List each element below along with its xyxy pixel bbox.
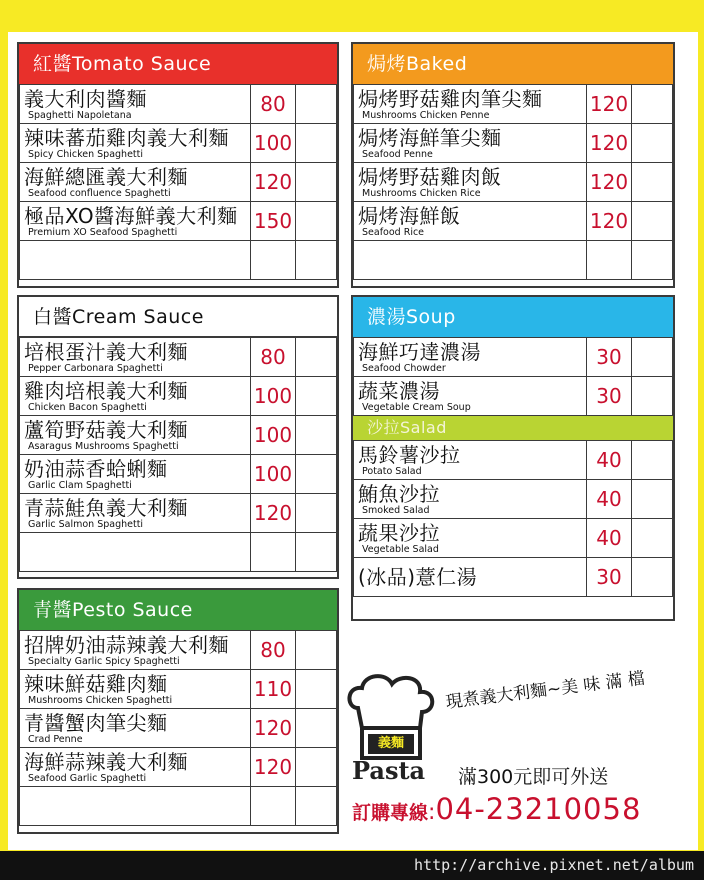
menu-row [354,124,673,163]
menu-item-en: Mushrooms Chicken Spaghetti [28,694,173,706]
section-cream-title: 白醬Cream Sauce [19,297,337,337]
menu-item-en: Vegetable Cream Soup [362,401,471,413]
menu-item-price: 80 [251,85,296,124]
section-pesto-table [19,630,337,826]
menu-item-price [251,241,296,280]
menu-item-en: Crad Penne [28,733,83,745]
order-qty-cell [632,338,673,377]
menu-item-zh: 培根蛋汁義大利麵 [24,339,188,364]
order-qty-cell [296,85,337,124]
menu-item-name [354,519,587,558]
menu-row [20,163,337,202]
menu-item-zh: (冰品)薏仁湯 [358,565,478,589]
order-qty-cell [632,480,673,519]
menu-item-zh: 海鮮總匯義大利麵 [24,164,188,189]
menu-item-zh: 蔬果沙拉 [358,520,440,545]
menu-item-en: Mushrooms Chicken Rice [362,187,481,199]
menu-item-name [20,416,251,455]
order-qty-cell [296,241,337,280]
order-qty-cell [296,124,337,163]
section-tomato-table [19,84,337,280]
order-qty-cell [296,377,337,416]
menu-item-name [20,787,251,826]
delivery-note: 滿300元即可外送 [458,766,609,788]
menu-item-name [20,202,251,241]
menu-row [354,241,673,280]
section-baked [351,42,675,288]
order-qty-cell [296,709,337,748]
section-cream-table [19,337,337,572]
order-qty-cell [296,631,337,670]
menu-item-price [587,241,632,280]
menu-item-name [20,241,251,280]
menu-item-en: Premium XO Seafood Spaghetti [28,226,178,238]
menu-item-zh: 奶油蒜香蛤蜊麵 [24,456,168,481]
section-tomato-title: 紅醬Tomato Sauce [19,44,337,84]
menu-item-price [251,787,296,826]
menu-item-price: 100 [251,124,296,163]
section-salad-table [353,440,673,597]
menu-item-name [354,241,587,280]
menu-row [20,377,337,416]
menu-item-zh: 雞肉培根義大利麵 [24,378,188,403]
menu-item-price: 120 [251,748,296,787]
order-label: 訂購專線 [352,802,429,824]
menu-item-zh: 焗烤野菇雞肉飯 [358,164,502,189]
order-qty-cell [296,670,337,709]
menu-item-price: 100 [251,455,296,494]
order-qty-cell [632,85,673,124]
menu-item-zh: 焗烤海鮮飯 [358,203,461,228]
menu-row [354,441,673,480]
section-tomato [17,42,339,288]
menu-item-name [354,441,587,480]
order-qty-cell [632,519,673,558]
menu-item-price: 40 [587,480,632,519]
menu-item-name [20,377,251,416]
menu-item-zh: 招牌奶油蒜辣義大利麵 [24,632,229,657]
menu-item-en: Asaragus Mushrooms Spaghetti [28,440,179,452]
order-qty-cell [632,163,673,202]
menu-row [20,494,337,533]
menu-item-name [354,163,587,202]
menu-item-name [20,338,251,377]
order-qty-cell [296,338,337,377]
menu-item-price: 80 [251,631,296,670]
menu-row [20,670,337,709]
menu-item-en: Seafood Penne [362,148,433,160]
menu-item-price [251,533,296,572]
order-qty-cell [296,416,337,455]
menu-item-name [354,558,587,597]
menu-row [20,338,337,377]
menu-item-en: Garlic Salmon Spaghetti [28,518,144,530]
order-qty-cell [632,241,673,280]
menu-item-en: Seafood Garlic Spaghetti [28,772,147,784]
menu-item-zh: 青醬蟹肉筆尖麵 [24,710,168,735]
menu-item-zh: 義大利肉醬麵 [24,86,147,111]
menu-item-zh: 鮪魚沙拉 [358,481,440,506]
menu-item-zh: 蘆筍野菇義大利麵 [24,417,188,442]
section-soup-title: 濃湯Soup [353,297,673,337]
brand-name: Pasta [352,756,426,785]
section-pesto [17,588,339,834]
menu-item-price: 100 [251,377,296,416]
menu-item-price: 40 [587,519,632,558]
watermark-url: http://archive.pixnet.net/album [414,856,694,874]
order-qty-cell [632,558,673,597]
menu-item-en: Spicy Chicken Spaghetti [28,148,143,160]
menu-row [20,85,337,124]
menu-item-en: Spaghetti Napoletana [28,109,132,121]
menu-item-price: 40 [587,441,632,480]
menu-row [20,709,337,748]
menu-row [20,533,337,572]
menu-item-name [20,631,251,670]
menu-item-price: 120 [251,494,296,533]
section-pesto-title: 青醬Pesto Sauce [19,590,337,630]
chef-logo [342,672,438,762]
menu-item-en: Potato Salad [362,465,422,477]
watermark-bar [0,851,704,880]
menu-item-en: Specialty Garlic Spicy Spaghetti [28,655,180,667]
menu-row [354,519,673,558]
menu-item-zh: 海鮮巧達濃湯 [358,339,481,364]
menu-item-zh: 焗烤海鮮筆尖麵 [358,125,502,150]
menu-item-price: 120 [587,85,632,124]
menu-item-name [354,85,587,124]
menu-item-en: Chicken Bacon Spaghetti [28,401,147,413]
menu-item-name [20,124,251,163]
order-qty-cell [296,202,337,241]
section-soup-salad [351,295,675,621]
menu-item-zh: 極品XO醬海鮮義大利麵 [24,203,238,228]
menu-item-zh: 辣味鮮菇雞肉麵 [24,671,168,696]
menu-item-price: 120 [251,709,296,748]
order-qty-cell [632,377,673,416]
menu-item-name [20,494,251,533]
order-phone: 04-23210058 [435,792,642,826]
section-baked-title: 焗烤Baked [353,44,673,84]
menu-item-zh: 辣味蕃茄雞肉義大利麵 [24,125,229,150]
menu-item-price: 100 [251,416,296,455]
menu-row [20,787,337,826]
menu-item-price: 30 [587,338,632,377]
menu-row [354,85,673,124]
menu-item-zh: 青蒜鮭魚義大利麵 [24,495,188,520]
menu-row [20,124,337,163]
menu-item-zh: 蔬菜濃湯 [358,378,440,403]
order-colon: : [428,800,436,825]
menu-row [354,377,673,416]
order-qty-cell [296,787,337,826]
menu-item-en: Seafood confluence Spaghetti [28,187,171,199]
menu-item-name [20,163,251,202]
menu-item-en: Seafood Chowder [362,362,446,374]
menu-item-name [354,124,587,163]
menu-row [354,558,673,597]
menu-item-price: 80 [251,338,296,377]
menu-row [20,631,337,670]
menu-row [354,163,673,202]
menu-item-name [354,338,587,377]
menu-item-name [354,377,587,416]
menu-item-en: Pepper Carbonara Spaghetti [28,362,163,374]
menu-item-name [354,480,587,519]
menu-item-price: 30 [587,377,632,416]
menu-item-name [20,533,251,572]
menu-row [354,480,673,519]
menu-row [354,202,673,241]
menu-item-zh: 焗烤野菇雞肉筆尖麵 [358,86,543,111]
order-line [352,792,641,826]
menu-item-price: 110 [251,670,296,709]
menu-row [20,416,337,455]
menu-item-zh: 馬鈴薯沙拉 [358,442,461,467]
section-baked-table [353,84,673,280]
menu-item-name [20,748,251,787]
menu-item-price: 120 [587,124,632,163]
section-cream [17,295,339,579]
order-qty-cell [632,441,673,480]
order-qty-cell [296,494,337,533]
menu-item-name [20,85,251,124]
menu-item-name [354,202,587,241]
menu-item-price: 120 [587,163,632,202]
menu-item-price: 120 [587,202,632,241]
order-qty-cell [632,124,673,163]
menu-row [20,748,337,787]
order-qty-cell [296,163,337,202]
logo-text: 義麵 [377,736,404,751]
slogan: 現煮義大利麵~美 味 滿 檔 [444,668,647,713]
menu-item-name [20,455,251,494]
menu-item-zh: 海鮮蒜辣義大利麵 [24,749,188,774]
menu-row [354,338,673,377]
menu-row [20,202,337,241]
menu-item-price: 30 [587,558,632,597]
order-qty-cell [632,202,673,241]
menu-item-en: Vegetable Salad [362,543,439,555]
menu-row [20,241,337,280]
menu-item-price: 150 [251,202,296,241]
menu-item-en: Smoked Salad [362,504,430,516]
menu-item-en: Garlic Clam Spaghetti [28,479,132,491]
section-salad-title: 沙拉Salad [353,416,673,440]
menu-item-en: Seafood Rice [362,226,425,238]
order-qty-cell [296,748,337,787]
menu-item-name [20,709,251,748]
order-qty-cell [296,533,337,572]
menu-item-en: Mushrooms Chicken Penne [362,109,490,121]
order-qty-cell [296,455,337,494]
menu-item-name [20,670,251,709]
menu-item-price: 120 [251,163,296,202]
section-soup-table [353,337,673,416]
menu-row [20,455,337,494]
